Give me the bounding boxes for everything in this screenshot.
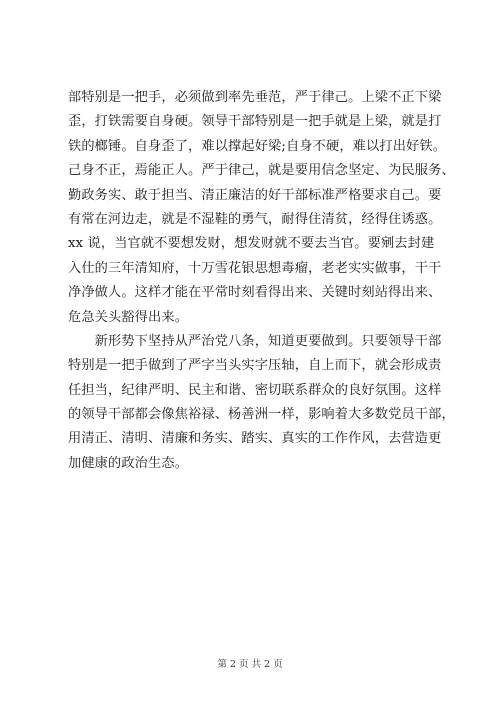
paragraph-1: [68, 86, 455, 330]
document-body: [68, 86, 455, 476]
text-line: 歪，打铁需要自身硬。领导干部特别是一把手就是上梁，就是打: [68, 114, 442, 130]
text-line: 危急关头豁得出来。: [68, 309, 189, 325]
text-line: 任担当，纪律严明、民主和谐、密切联系群众的良好氛围。这样: [68, 382, 442, 398]
text-line: 用清正、清明、清廉和务实、踏实、真实的工作作风，去营造更: [68, 431, 442, 447]
text-line: 新形势下坚持从严治党八条，知道更要做到。只要领导干部: [68, 333, 442, 349]
text-line: 入仕的三年清知府，十万雪花银思想毒瘤，老老实实做事，干干: [68, 260, 442, 276]
text-line: 有常在河边走，就是不湿鞋的勇气，耐得住清贫，经得住诱惑。: [68, 211, 442, 227]
page-footer: 第 2 页 共 2 页: [217, 659, 283, 670]
text-line: 铁的榔锤。自身歪了，难以撑起好梁;自身不硬，难以打出好铁。: [68, 138, 447, 154]
text-line: 净净做人。这样才能在平常时刻看得出来、关键时刻站得出来、: [68, 285, 442, 301]
text-line: 己身不正，焉能正人。严于律己，就是要用信念坚定、为民服务、: [68, 163, 455, 179]
text-line: 的领导干部都会像焦裕禄、杨善洲一样，影响着大多数党员干部，: [68, 407, 455, 423]
text-line: 特别是一把手做到了严字当头实字压轴，自上而下，就会形成责: [68, 358, 442, 374]
text-line: 勤政务实、敢于担当、清正廉洁的好干部标准严格要求自己。要: [68, 187, 442, 203]
text-line: xx 说，当官就不要想发财，想发财就不要去当官。要剜去封建: [68, 236, 435, 252]
text-line: 部特别是一把手，必须做到率先垂范，严于律己。上梁不正下梁: [68, 90, 442, 105]
paragraph-2: [68, 330, 455, 476]
text-line: 加健康的政治生态。: [68, 455, 189, 471]
